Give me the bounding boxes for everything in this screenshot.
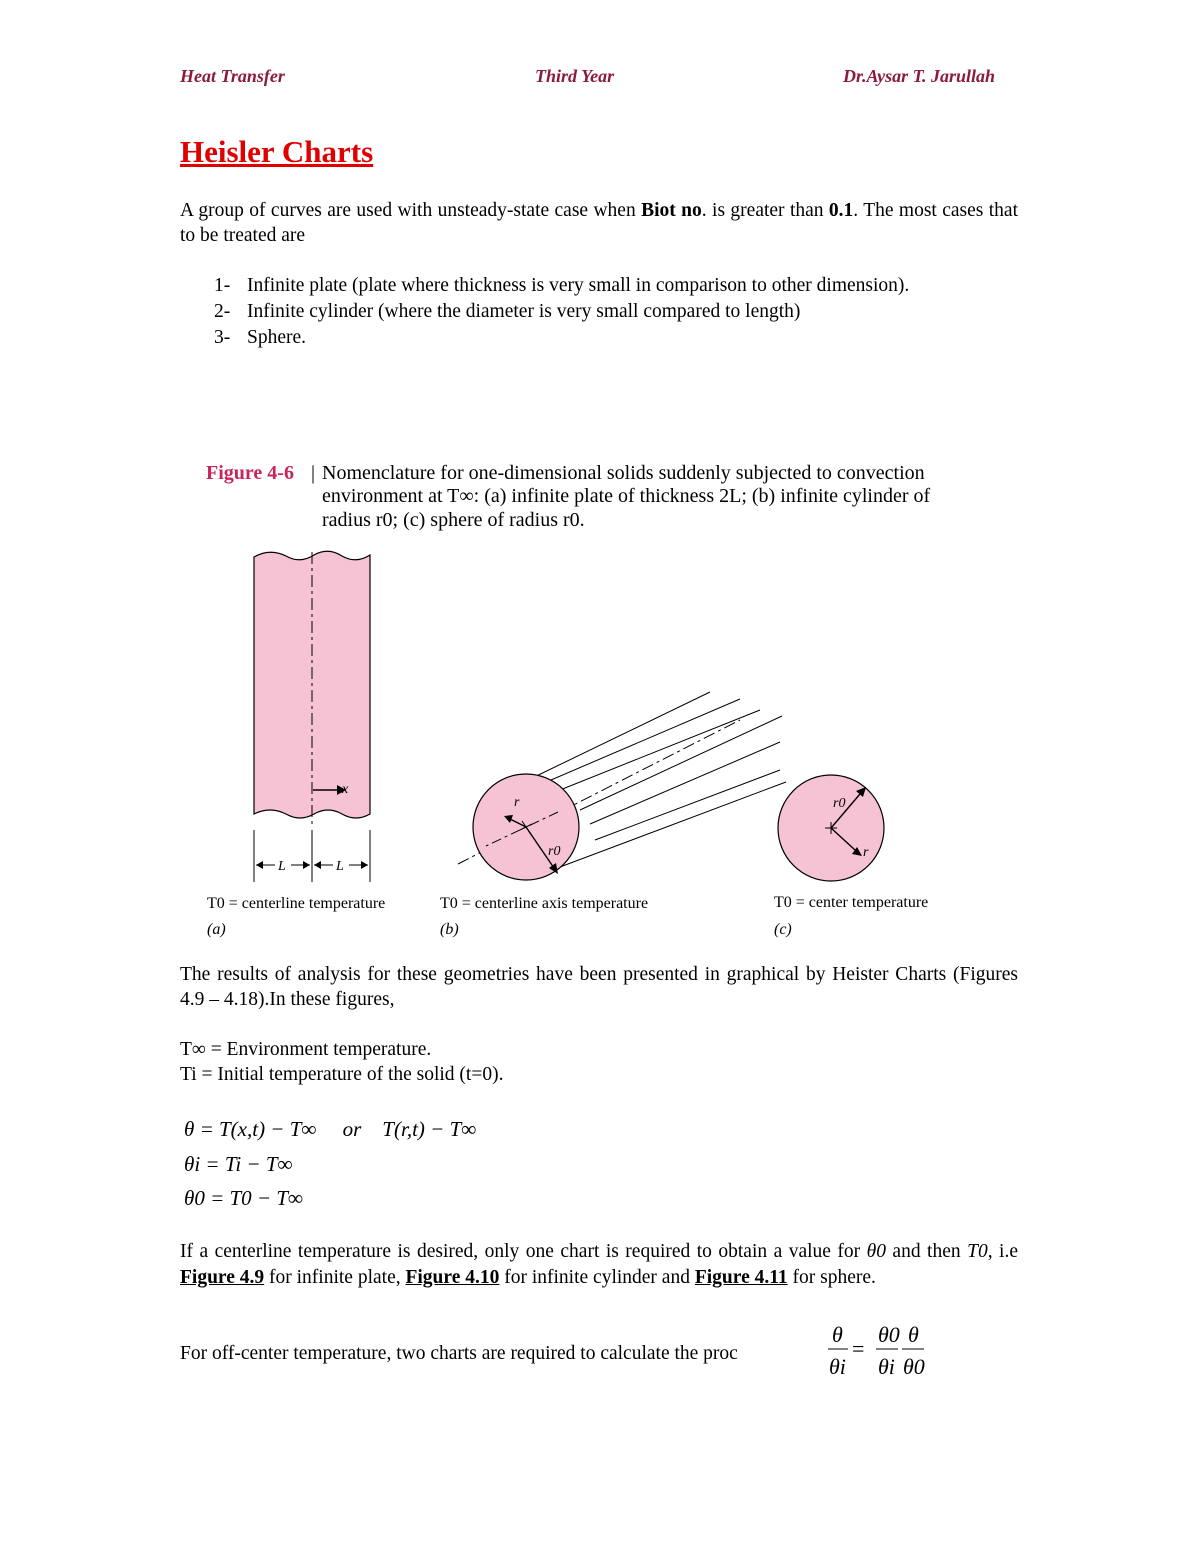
dim-arrow <box>256 861 263 869</box>
dim-arrow <box>361 861 368 869</box>
caption-c: T0 = center temperature <box>774 894 929 911</box>
ratio-equation <box>826 1322 936 1384</box>
frac-r1-num: θ0 <box>878 1322 900 1347</box>
list-text: Sphere. <box>247 327 307 348</box>
figure-4-11-link[interactable]: Figure 4.11 <box>694 1267 788 1288</box>
def-tinf: T∞ = Environment temperature. <box>180 1039 432 1060</box>
header-author: Dr.Aysar T. Jarullah <box>843 66 996 86</box>
centerline-text-2: and then <box>885 1241 968 1262</box>
frac-lhs-num: θ <box>832 1322 843 1347</box>
centerline-text-5: for infinite cylinder and <box>499 1267 695 1288</box>
x-label: x <box>342 782 349 797</box>
frac-lhs-den: θi <box>829 1354 846 1379</box>
caption-a: T0 = centerline temperature <box>207 895 386 912</box>
centerline-text-6: for sphere. <box>787 1267 876 1288</box>
plate-diagram <box>254 551 370 882</box>
frac-r2-num: θ <box>908 1322 919 1347</box>
cylinder-side <box>530 699 740 789</box>
tag-b: (b) <box>440 921 459 938</box>
theta0-symbol: θ0 <box>866 1241 886 1262</box>
frac-r1-den: θi <box>878 1354 895 1379</box>
cylinder-side <box>580 716 782 810</box>
list-text: Infinite plate (plate where thickness is very small in comparison to other dimension). <box>247 275 910 296</box>
cylinder-side <box>526 692 710 781</box>
frac-r2-den: θ0 <box>903 1354 925 1379</box>
t0-symbol: T0 <box>967 1241 988 1262</box>
intro-text-2: . is greater than <box>701 200 829 221</box>
equals-sign: = <box>852 1336 865 1361</box>
offcenter-text: For off-center temperature, two charts are required to calculate the proc <box>180 1343 738 1364</box>
L-label: L <box>336 859 344 874</box>
cylinder-side <box>535 710 760 800</box>
list-item <box>214 325 909 351</box>
cylinder-diagram <box>458 692 786 880</box>
def-ti: Ti = Initial temperature of the solid (t=0). <box>180 1064 504 1085</box>
dim-arrow <box>314 861 321 869</box>
cylinder-side <box>560 782 786 867</box>
intro-biot: Biot no <box>641 200 702 221</box>
sphere-diagram <box>778 775 884 881</box>
intro-value: 0.1 <box>828 200 854 221</box>
cylinder-side <box>595 770 780 840</box>
intro-paragraph <box>180 198 1018 248</box>
header-course: Heat Transfer <box>180 66 285 86</box>
equation-theta-i: θi = Ti − T∞ <box>184 1152 293 1176</box>
tag-a: (a) <box>207 921 226 938</box>
r0-label: r0 <box>833 796 846 811</box>
centerline-text-3: , i.e <box>987 1241 1018 1262</box>
tag-c: (c) <box>774 921 792 938</box>
figure-caption-line2: environment at T∞: (a) infinite plate of thickness 2L; (b) infinite cylinder of <box>322 485 931 507</box>
list-item <box>214 299 909 325</box>
figure-caption-line1: Nomenclature for one-dimensional solids suddenly subjected to convection <box>322 462 925 484</box>
caption-b: T0 = centerline axis temperature <box>440 895 649 912</box>
list-num: 2- <box>214 301 231 322</box>
r0-label: r0 <box>548 844 561 859</box>
figure-4-6 <box>180 452 980 952</box>
intro-text-1: A group of curves are used with unsteady-state case when <box>180 200 642 221</box>
figure-label: Figure 4-6 <box>206 462 294 484</box>
equation-theta-0: θ0 = T0 − T∞ <box>184 1186 303 1210</box>
list-item <box>214 273 909 299</box>
list-text: Infinite cylinder (where the diameter is very small compared to length) <box>247 301 801 322</box>
centerline-text-1: If a centerline temperature is desired, only one chart is required to obtain a value for <box>180 1241 867 1262</box>
intro-text-3: . The most cases that to be treated are <box>180 200 1018 246</box>
list-num: 1- <box>214 275 231 296</box>
L-label: L <box>278 859 286 874</box>
results-paragraph: The results of analysis for these geometries have been presented in graphical by Heister Charts (Figures 4.9 – 4.18).In these figures, <box>180 964 1018 1010</box>
dim-arrow <box>303 861 310 869</box>
figure-separator: | <box>311 462 316 484</box>
r-label: r <box>863 845 869 860</box>
figure-caption-line3: radius r0; (c) sphere of radius r0. <box>322 509 585 531</box>
equation-theta: θ = T(x,t) − T∞ or T(r,t) − T∞ <box>184 1117 477 1141</box>
cases-list <box>214 273 909 351</box>
header-year: Third Year <box>535 66 615 86</box>
figure-4-10-link[interactable]: Figure 4.10 <box>405 1267 500 1288</box>
figure-4-9-link[interactable]: Figure 4.9 <box>180 1267 265 1288</box>
list-num: 3- <box>214 327 231 348</box>
r-label: r <box>514 795 520 810</box>
centerline-paragraph <box>180 1239 1018 1291</box>
centerline-text-4: for infinite plate, <box>264 1267 406 1288</box>
page-title: Heisler Charts <box>180 134 374 169</box>
cylinder-side <box>590 742 780 824</box>
